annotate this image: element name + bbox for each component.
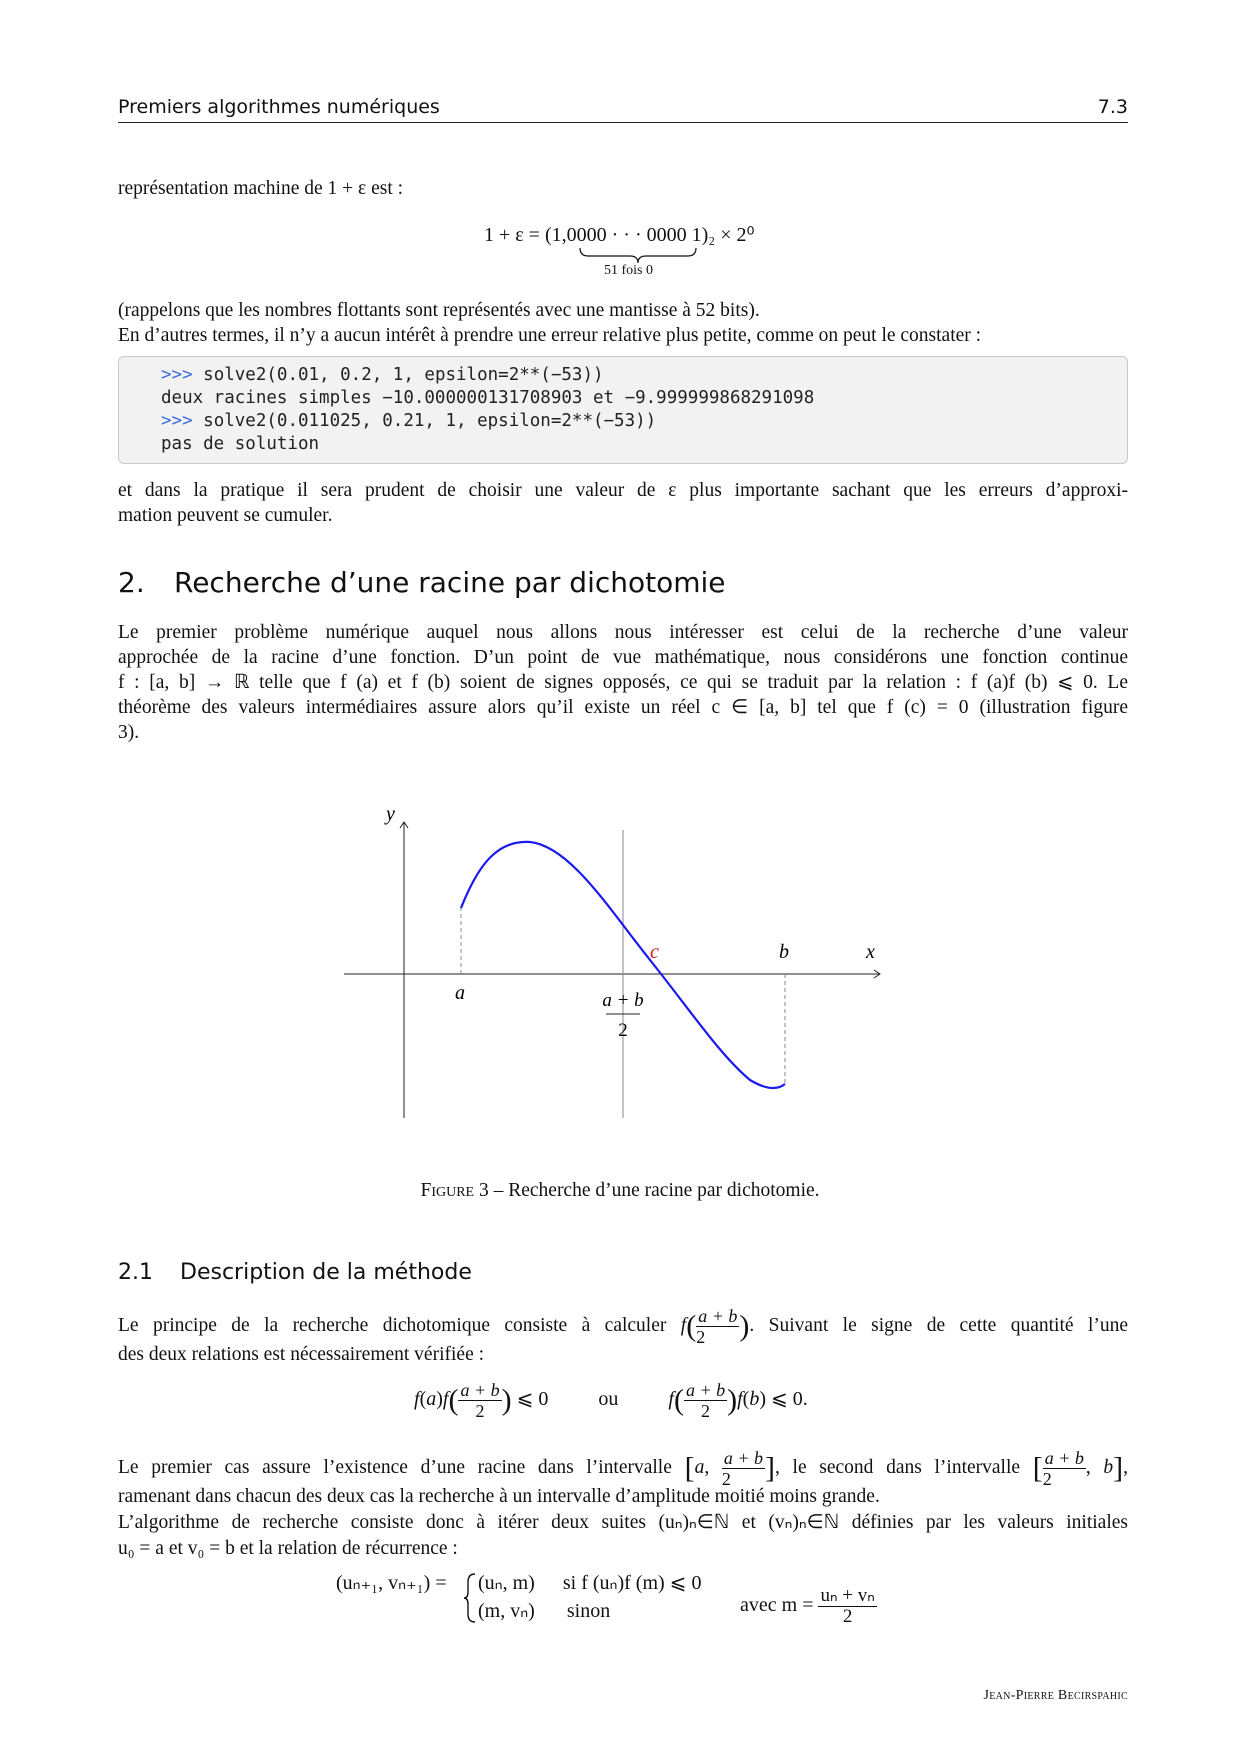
frac-denominator: 2 (475, 1401, 485, 1421)
intro-line (118, 176, 1128, 201)
caption-text: – Recherche d’une racine par dichotomie. (493, 1180, 820, 1201)
c-label: c (650, 941, 659, 963)
subsection-title: Description de la méthode (180, 1260, 472, 1285)
case-1-value: (uₙ, m) (478, 1572, 535, 1594)
a-label: a (455, 982, 465, 1004)
interval-line: Le premier cas assure l’existence d’une racine dans l’intervalle [a, $\frac{a + b}{2}$ ], le second dans l’intervalle [ $\frac{a + b}{2}$ , b], (118, 1448, 1129, 1489)
code-line-3 (161, 411, 656, 431)
section-line-1: Le premier problème numérique auquel nous allons nous intéresser est celui de la recherche d’une valeur (118, 622, 1128, 643)
subsection-heading (118, 1260, 472, 1285)
code-line-2: deux racines simples −10.000000131708903 et −9.999999868291098 (161, 388, 815, 408)
interval-text-2: , le second dans l’intervalle (775, 1456, 1021, 1478)
case-1-condition: si f (uₙ)f (m) ⩽ 0 (562, 1572, 702, 1594)
section-paragraph (118, 620, 1128, 745)
header-title: Premiers algorithmes numériques (118, 96, 440, 118)
code-line-4: pas de solution (161, 434, 320, 454)
header-section-number: 7.3 (1097, 96, 1128, 118)
m-numerator: uₙ + vₙ (820, 1585, 875, 1606)
paragraph-prudence (118, 478, 1128, 528)
case-2 (478, 1598, 610, 1623)
method-paragraph-1 (118, 1306, 1128, 1368)
method-line-4: ramenant dans chacun des deux cas la recherche à un intervalle d’amplitude moitié moins grande. (118, 1486, 880, 1507)
section-line-3: f : [a, b] → ℝ telle que f (a) et f (b) soient de signes opposés, ce qui se traduit par la relation : f (a)f (b) ⩽ 0. Le (118, 672, 1128, 693)
method-text-before: Le principe de la recherche dichotomique consiste à calculer (118, 1314, 667, 1336)
prudence-line-2: mation peuvent se cumuler. (118, 505, 333, 526)
case-2-value: (m, vₙ) (478, 1600, 535, 1622)
section-line-5: 3). (118, 722, 140, 743)
section-heading (118, 566, 726, 599)
method-paragraph-2 (118, 1448, 1128, 1562)
dichotomy-figure (330, 800, 910, 1130)
frac-numerator: a + b (685, 1380, 726, 1400)
code-prompt: >>> (161, 411, 193, 431)
method-line-1: Le principe de la recherche dichotomique consiste à calculer f( $\frac{a + b}{2}$ ). Suivant le signe de cette quantité l’une (118, 1306, 1129, 1347)
midpoint-denominator: 2 (618, 1020, 628, 1041)
method-line-6: u₀ = a et v₀ = b et la relation de récurrence : (118, 1538, 458, 1559)
x-label: x (866, 941, 875, 963)
case-1 (478, 1570, 701, 1595)
frac-numerator: a + b (723, 1448, 764, 1468)
intro-text: représentation machine de 1 + ε est : (118, 178, 404, 199)
code-block (118, 356, 1128, 464)
formula-text: 1 + ε = (1,0000 · · · 0000 1)₂ × 2⁰ (484, 224, 755, 246)
mantissa-line-1: (rappelons que les nombres flottants sont représentés avec une mantisse à 52 bits). (118, 300, 760, 321)
relations-formula: f(a)f( $\frac{a + b}{2}$ ) ⩽ 0 ou f( $\frac{a + b}{2}$ )f(b) ⩽ 0. (414, 1380, 808, 1421)
method-line-5: L’algorithme de recherche consiste donc à itérer deux suites (uₙ)ₙ∈ℕ et (vₙ)ₙ∈ℕ définies par les valeurs initiales (118, 1512, 1128, 1533)
frac-numerator: a + b (698, 1306, 738, 1326)
mantissa-line-2: En d’autres termes, il n’y a aucun intérêt à prendre une erreur relative plus petite, comme on peut le constater : (118, 325, 982, 346)
section-line-2: approchée de la racine d’une fonction. D’un point de vue mathématique, nous considérons une fonction continue (118, 647, 1128, 668)
code-input-1: solve2(0.01, 0.2, 1, epsilon=2**(−53)) (203, 365, 604, 385)
section-title: Recherche d’une racine par dichotomie (174, 566, 726, 599)
frac-numerator: a + b (1044, 1448, 1084, 1468)
caption-label: Figure 3 (420, 1180, 489, 1201)
running-header (118, 96, 1128, 123)
b-label: b (779, 941, 789, 963)
code-prompt: >>> (161, 365, 193, 385)
case-2-condition: sinon (566, 1600, 611, 1622)
midpoint-numerator: a + b (602, 990, 644, 1011)
frac-denominator: 2 (721, 1469, 731, 1489)
footer-author: Jean-Pierre Becirspahic (983, 1688, 1128, 1703)
frac-numerator: a + b (460, 1380, 500, 1400)
prudence-line-1: et dans la pratique il sera prudent de choisir une valeur de ε plus importante sachant que les erreurs d’approxi- (118, 480, 1128, 501)
avec-m: avec m = (740, 1594, 814, 1617)
or-word: ou (598, 1388, 619, 1411)
method-text-after: . Suivant le signe de cette quantité l’une (749, 1314, 1129, 1336)
section-line-4: théorème des valeurs intermédiaires assure alors qu’il existe un réel c ∈ [a, b] tel que f (c) = 0 (illustration figure (118, 697, 1128, 718)
m-denominator: 2 (842, 1606, 853, 1627)
interval-text-1: Le premier cas assure l’existence d’une racine dans l’intervalle (118, 1456, 672, 1478)
machine-representation-formula (484, 222, 755, 247)
curly-brace (462, 1572, 478, 1624)
section-number: 2. (118, 566, 145, 599)
figure-caption (0, 1180, 1240, 1202)
mantissa-note (118, 298, 1128, 348)
method-line-2: des deux relations est nécessairement vérifiée : (118, 1344, 485, 1365)
code-line-1 (161, 365, 604, 385)
frac-denominator: 2 (701, 1401, 711, 1421)
frac-denominator: 2 (1042, 1469, 1052, 1489)
recurrence-lhs: (uₙ₊₁, vₙ₊₁) = (336, 1572, 447, 1594)
frac-denominator: 2 (696, 1327, 706, 1347)
underbrace-label: 51 fois 0 (604, 263, 653, 278)
y-label: y (386, 803, 395, 825)
code-input-2: solve2(0.011025, 0.21, 1, epsilon=2**(−53)) (203, 411, 657, 431)
subsection-number: 2.1 (118, 1260, 153, 1285)
recurrence-m (740, 1586, 877, 1627)
